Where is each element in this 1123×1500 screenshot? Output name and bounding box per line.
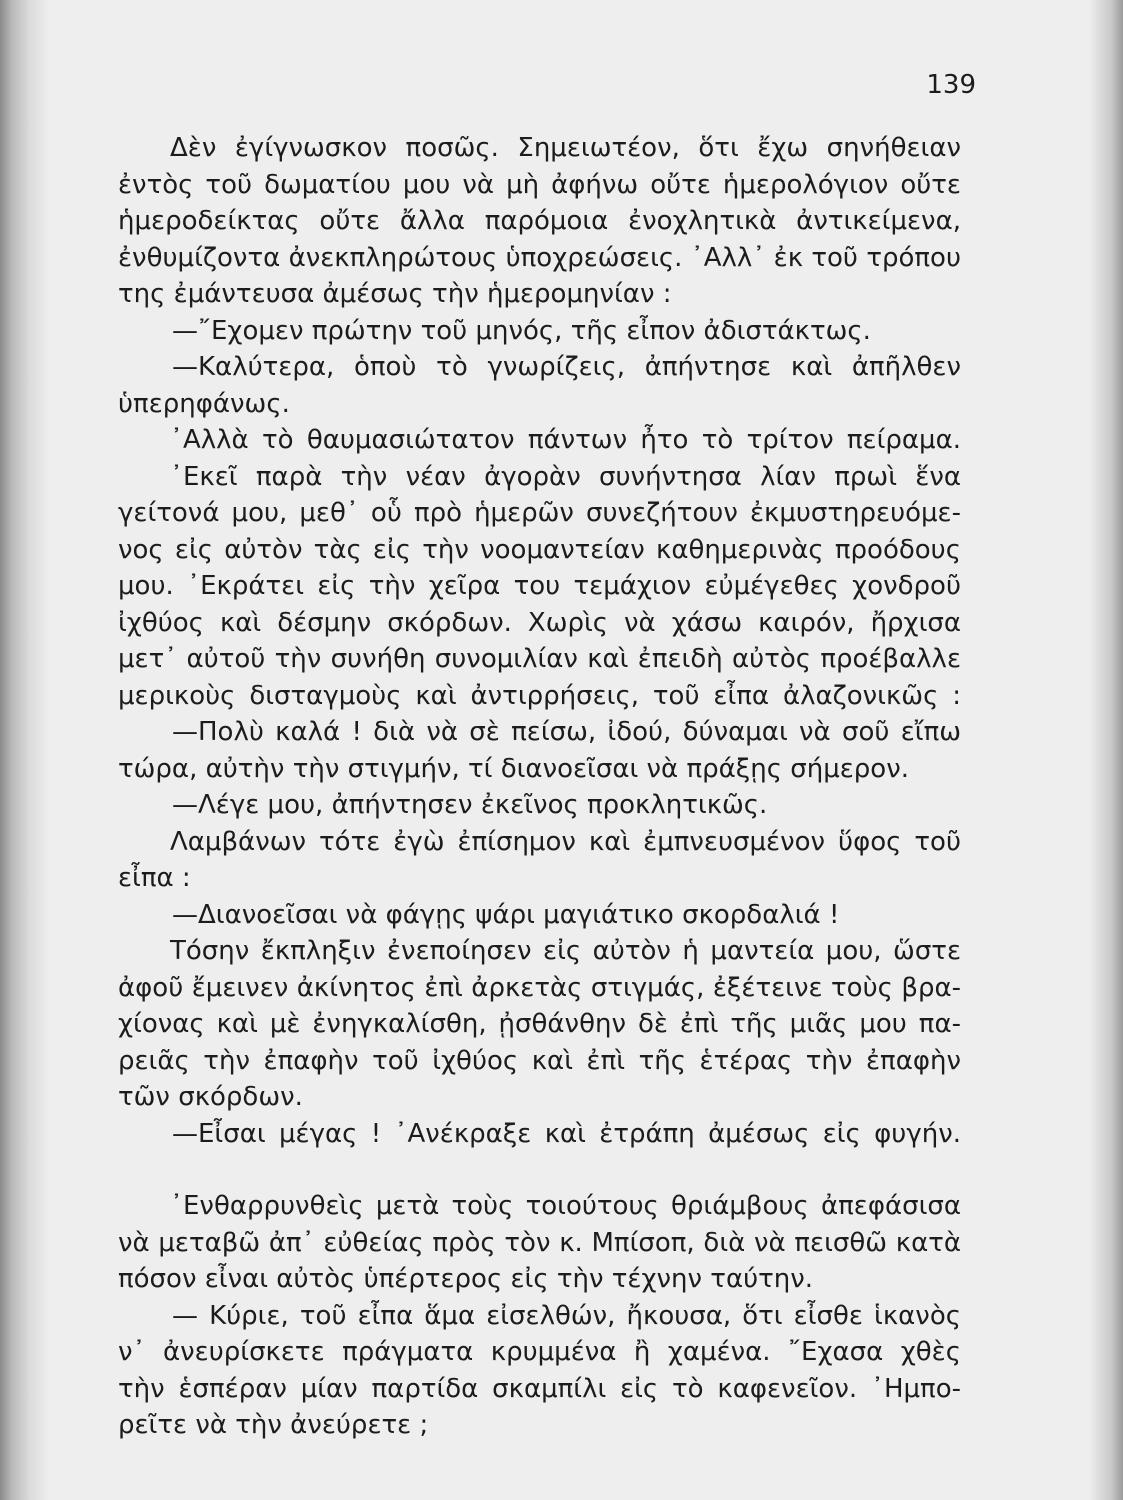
text-line: ᾿Αλλὰ τὸ θαυμασιώτατον πάντων ἦτο τὸ τρίτον πείραμα.: [170, 425, 961, 455]
text-line: ᾿Ενθαρρυνθεὶς μετὰ τοὺς τοιούτους θριάμβους ἀπεφάσισα: [170, 1191, 961, 1221]
text-line: πόσον εἶναι αὐτὸς ὑπέρτερος εἰς τὴν τέχνην ταύτην.: [118, 1264, 814, 1294]
text-line: —Καλύτερα, ὁποὺ τὸ γνωρίζεις, ἀπήντησε καὶ ἀπῆλθεν: [172, 352, 961, 382]
text-line: ἡμεροδείκτας οὔτε ἄλλα παρόμοια ἐνοχλητικὰ ἀντικείμενα,: [118, 206, 961, 236]
text-line: της ἐμάντευσα ἀμέσως τὴν ἡμερομηνίαν :: [118, 279, 672, 309]
text-line: ρειᾶς τὴν ἐπαφὴν τοῦ ἰχθύος καὶ ἐπὶ τῆς ἑτέρας τὴν ἐπαφὴν: [118, 1045, 961, 1076]
text-line: ἰχθύος καὶ δέσμην σκόρδων. Χωρὶς νὰ χάσω καιρόν, ἤρχισα: [118, 607, 961, 638]
text-line: ἐνθυμίζοντα ἀνεκπληρώτους ὑποχρεώσεις. ᾿Αλλ᾿ ἐκ τοῦ τρόπου: [118, 242, 961, 273]
text-line: τὴν ἑσπέραν μίαν παρτίδα σκαμπίλι εἰς τὸ καφενεῖον. ᾿Ημπο-: [118, 1373, 961, 1404]
text-line: ν᾿ ἀνευρίσκετε πράγματα κρυμμένα ἢ χαμένα. ῎Εχασα χθὲς: [118, 1337, 961, 1367]
text-line: ἐντὸς τοῦ δωματίου μου νὰ μὴ ἀφήνω οὔτε ἡμερολόγιον οὔτε: [118, 169, 961, 200]
text-line: τώρα, αὐτὴν τὴν στιγμήν, τί διανοεῖσαι νὰ πράξῃς σήμερον.: [118, 753, 910, 784]
binding-shadow: [0, 0, 50, 1500]
page-number: 139: [926, 70, 976, 100]
text-line: μετ᾿ αὐτοῦ τὴν συνήθη συνομιλίαν καὶ ἐπειδὴ αὐτὸς προέβαλλε: [118, 644, 961, 674]
text-line: νος εἰς αὐτὸν τὰς εἰς τὴν νοομαντείαν καθημερινὰς προόδους: [118, 534, 961, 565]
text-line: —Διανοεῖσαι νὰ φάγῃς ψάρι μαγιάτικο σκορδαλιά !: [172, 899, 840, 930]
text-line: τῶν σκόρδων.: [118, 1082, 303, 1112]
text-line: —Εἶσαι μέγας ! ᾿Ανέκραξε καὶ ἐτράπη ἀμέσως εἰς φυγήν.: [172, 1118, 961, 1149]
body-text: [118, 130, 961, 1444]
text-line: μερικοὺς δισταγμοὺς καὶ ἀντιρρήσεις, τοῦ εἶπα ἀλαζονικῶς :: [118, 680, 961, 711]
text-line: χίονας καὶ μὲ ἐνηγκαλίσθη, ᾐσθάνθην δὲ ἐπὶ τῆς μιᾶς μου πα-: [118, 1009, 961, 1039]
text-line: γείτονά μου, μεθ᾿ οὗ πρὸ ἡμερῶν συνεζήτουν ἐκμυστηρευόμε-: [118, 498, 961, 528]
text-line: ρεῖτε νὰ τὴν ἀνεύρετε ;: [118, 1410, 429, 1440]
text-line: —῎Εχομεν πρώτην τοῦ μηνός, τῆς εἶπον ἀδιστάκτως.: [172, 315, 871, 346]
text-line: ὑπερηφάνως.: [118, 388, 290, 419]
text-line: —Λέγε μου, ἀπήντησεν ἐκεῖνος προκλητικῶς.: [172, 790, 768, 820]
text-line: Λαμβάνων τότε ἐγὼ ἐπίσημον καὶ ἐμπνευσμένον ὕφος τοῦ: [170, 826, 961, 857]
paragraph-gap: [118, 1152, 961, 1188]
text-line: Δὲν ἐγίγνωσκον ποσῶς. Σημειωτέον, ὅτι ἔχω σηνήθειαν: [170, 133, 961, 163]
text-line: Τόσην ἔκπληξιν ἐνεποίησεν εἰς αὐτὸν ἡ μαντεία μου, ὥστε: [170, 936, 961, 966]
text-line: μου. ᾿Εκράτει εἰς τὴν χεῖρα του τεμάχιον εὐμέγεθες χονδροῦ: [118, 571, 961, 601]
text-line: νὰ μεταβῶ ἀπ᾿ εὐθείας πρὸς τὸν κ. Μπίσοπ, διὰ νὰ πεισθῶ κατὰ: [118, 1227, 961, 1258]
text-line: —Πολὺ καλά ! διὰ νὰ σὲ πείσω, ἰδού, δύναμαι νὰ σοῦ εἴπω: [172, 717, 961, 747]
page-edge-shadow: [1089, 0, 1123, 1500]
text-line: — Κύριε, τοῦ εἶπα ἅμα εἰσελθών, ἤκουσα, ὅτι εἶσθε ἱκανὸς: [172, 1300, 961, 1331]
text-line: ᾿Εκεῖ παρὰ τὴν νέαν ἀγορὰν συνήντησα λίαν πρωὶ ἕνα: [170, 461, 961, 492]
text-line: εἶπα :: [118, 863, 191, 893]
text-line: ἀφοῦ ἔμεινεν ἀκίνητος ἐπὶ ἀρκετὰς στιγμάς, ἐξέτεινε τοὺς βρα-: [118, 972, 961, 1003]
